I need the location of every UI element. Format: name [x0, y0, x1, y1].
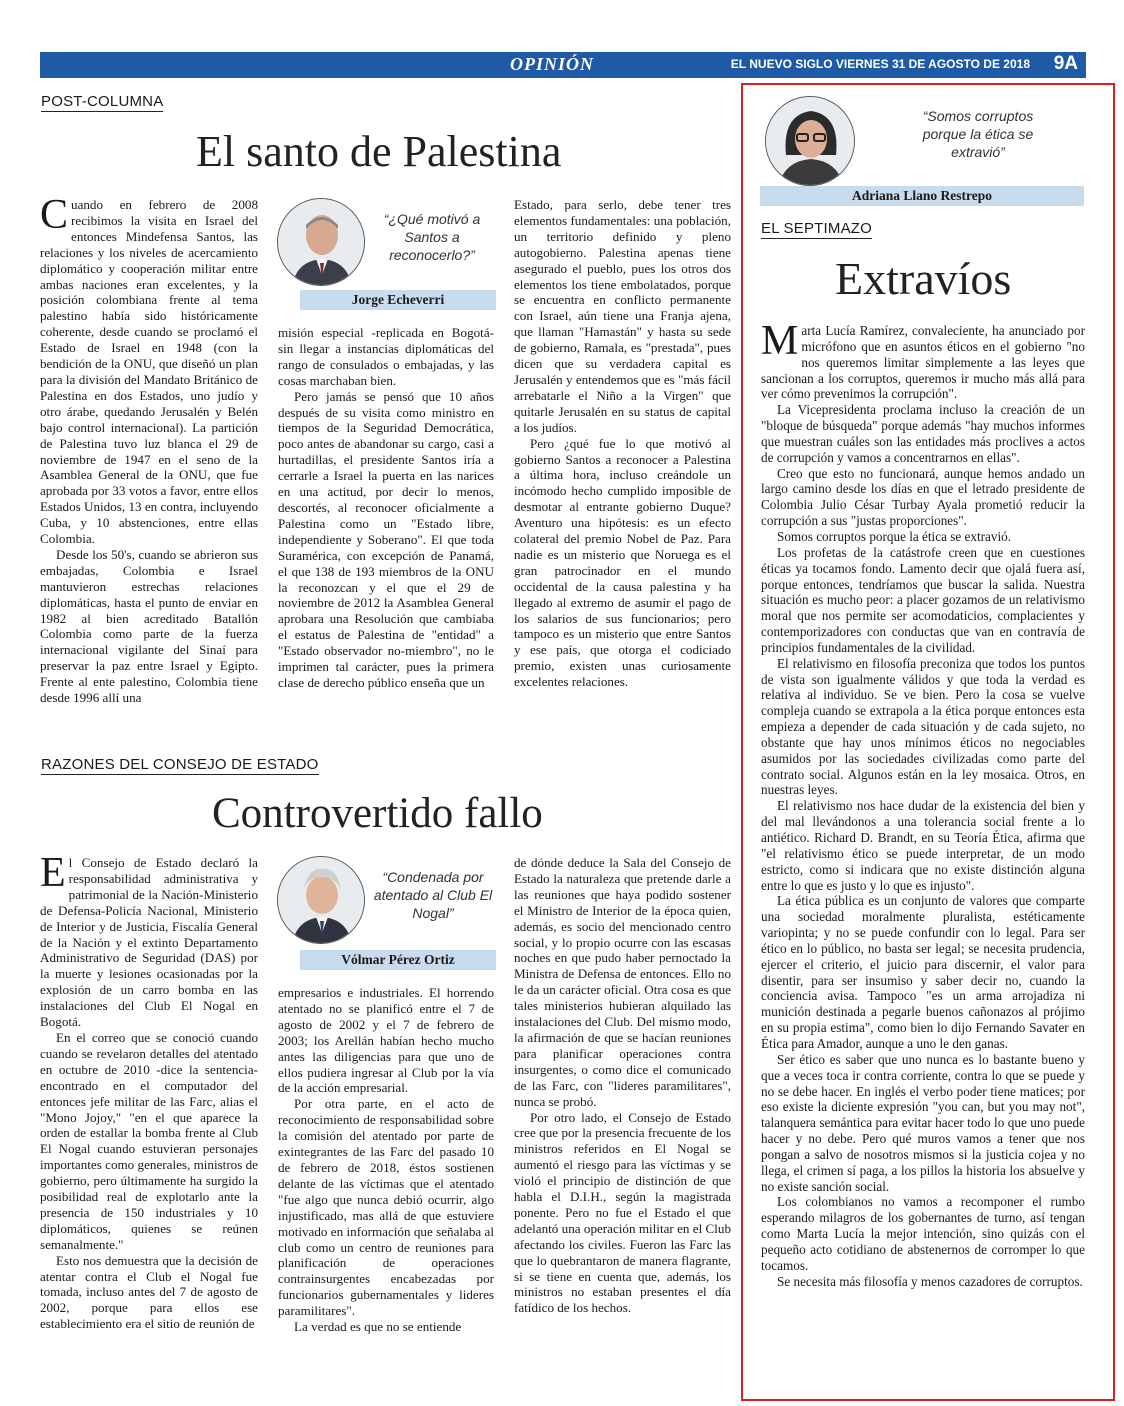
article1-column-2	[278, 325, 494, 727]
author-photo-adriana-llano-restrepo	[765, 96, 855, 186]
article2-dropcap: E	[40, 855, 66, 896]
article3-body	[761, 323, 1085, 1395]
article3-paragraph: Ser ético es saber que uno nunca es lo bastante bueno y que a veces toca ir contra corriente, contra lo que se puede y no se debe hacer. En inglés el verbo poder tiene matices; por eso existe la diciente expresión "you can, but you may not", talanquera semántica para evitar hacer todo lo que uno puede hacer y no debe. Pero qué muros vamos a tener que nos pongan a salvo de nosotros mismos si la justicia cojea y no llega, el crimen sí paga, a los pillos la historia los absuelve y no existe sanción social.	[761, 1051, 1085, 1194]
article1-column-1	[40, 197, 258, 727]
article2-column-2	[278, 985, 494, 1395]
author-photo-volmar-perez-ortiz	[277, 856, 365, 944]
article2-pullquote	[276, 854, 496, 972]
article1-paragraph: Pero ¿qué fue lo que motivó al gobierno Santos a reconocer a Palestina a última hora, incluso creándole un incómodo hecho cumplido imposible de desmotar al entrante gobierno Duque? Aventuro una hipótesis: es un efecto colateral del premio Nobel de Paz. Para nadie es un misterio que Noruega es el gran patrocinador en el mundo occidental de la causa palestina y ha llegado al extremo de asumir el pago de los salarios de sus funcionarios; pero tampoco es un misterio que entre Santos y ese país, que otorga el codiciado premio, existen unas curiosamente excelentes relaciones.	[514, 435, 731, 690]
article2-paragraph: La verdad es que no se entiende	[294, 1319, 462, 1335]
article2-paragraph: En el correo que se conoció cuando cuando se revelaron detalles del atentado en octubre de 2010 -dice la sentencia- encontrado en el computador del entonces jefe militar de las Farc, alias el "Mono Jojoy," "en el que aparece la orden de estallar la bomba frente al Club El Nogal cuando estuvieran personajes importantes como generales, ministros de gobierno, pero últimamente ha surgido la posibilidad real de explotarlo ante la presencia de 150 industriales y 10 diplomáticos, quienes se reúnen semanalmente."	[40, 1029, 258, 1252]
article3-paragraph: El relativismo nos hace dudar de la existencia del bien y del mal llevándonos a una tolerancia social frente a lo antiético. Richard D. Brandt, en su Teoría Ética, afirma que "el relativismo ético se puede interpretar, de un modo estricto, como si indicara que no existe distinción alguna entre lo que es justo y lo que es injusto".	[761, 798, 1085, 893]
article2-column-3	[514, 855, 731, 1395]
article2-paragraph: El Consejo de Estado declaró la responsabilidad administrativa y patrimonial de la Nación-Ministerio de Defensa-Policía Nacional, Ministerio de Interior y de Justicia, Fiscalía General de la Nación y el extinto Departamento Administrativo de Seguridad (DAS) por la muerte y lesiones ocasionadas por la explosión de un carro bomba en las instalaciones del Club El Nogal en Bogotá.	[40, 855, 258, 1030]
article3-paragraph: La Vicepresidenta proclama incluso la creación de un "bloque de búsqueda" porque además "hay muchos informes que muestran cuáles son las entidades más proclives a actos de corrupción y vamos a concentrarnos en ellas".	[761, 402, 1085, 465]
article2-paragraph: Por otra parte, en el acto de reconocimiento de responsabilidad sobre la comisión del atentado por parte de exintegrantes de las Farc del pasado 10 de febrero de 2018, éstos sostienen delante de las víctimas que el atentado "fue algo que nunca debió ocurrir, algo injustificado, mas allá de que estuviere motivado en información que señalaba al club como un centro de reuniones para planificación de operaciones contrainsurgentes encabezadas por funcionarios gubernamentales y lideres paramilitares".	[278, 1096, 494, 1319]
page-header-bar	[40, 52, 1086, 78]
article1-pullquote	[276, 196, 496, 314]
article3-paragraph: Marta Lucía Ramírez, convaleciente, ha anunciado por micrófono que en asuntos éticos en el gobierno "no nos queremos limitar simplemente a las leyes que sancionan a los corruptos, queremos ir mucho más allá para ver cómo prevenimos la corrupción".	[761, 323, 1085, 402]
article1-paragraph: Cuando en febrero de 2008 recibimos la visita en Israel del entonces Mindefensa Santos, las relaciones y los niveles de acercamiento diplomático y cooperación militar entre ambas naciones eran excelentes, y la posición colombiana frente al tema palestino había sido históricamente coherente, desde cuando se proclamó el Estado de Israel en 1948 (con la bendición de la ONU, que diseñó un plan para la división del Mandato Británico de Palestina en dos Estados, uno judío y otro árabe, quedando Jerusalén y Belén bajo control internacional). La partición de Palestina tuvo luz blanca el 29 de noviembre de 1947 en el seno de la Asamblea General de la ONU, que fue aprobada por 33 votos a favor, entre ellos Estados Unidos, 13 en contra, incluyendo Cuba, y 10 abstenciones, entre ellas Colombia.	[40, 197, 258, 547]
article2-column-1	[40, 855, 258, 1395]
article3-paragraph: Los profetas de la catástrofe creen que en cuestiones éticas ya tocamos fondo. Lamento decir que ojalá fuera así, porque entonces, tendríamos que buscar la salida. Nuestra situación es mucho peor: a placer gozamos de un relativismo moral que nos permite ser acomodaticios, complacientes y contemporizadores con conductas que van en contravía de principios fundamentales de la civilidad.	[761, 544, 1085, 655]
article3-quote-text: “Somos corruptos porque la ética se extravió”	[922, 108, 1034, 160]
article2-headline: Controvertido fallo	[212, 790, 543, 837]
article3-headline: Extravíos	[835, 253, 1012, 304]
article2-quote-text: “Condenada por atentado al Club El Nogal”	[373, 869, 493, 921]
section-title: OPINIÓN	[510, 54, 595, 74]
article2-author-name: Vólmar Pérez Ortiz	[300, 950, 496, 970]
article3-paragraph: Se necesita más filosofía y menos cazadores de corruptos.	[777, 1273, 1083, 1289]
article1-kicker: POST-COLUMNA	[41, 93, 164, 110]
article2-paragraph: Por otro lado, el Consejo de Estado cree que por la presencia frecuente de los ministros referidos en El Nogal se aumentó el riesgo para las víctimas y se violó el principio de distinción de que habla el D.I.H., según la magistrada ponente. Pero no fue el Estado el que adelantó una operación militar en el Club afectando los civiles. Fueron las Farc las que lo quebrantaron de manera flagrante, si se tiene en cuenta que, además, los ministros no estaban presentes el día fatídico de los hechos.	[514, 1109, 731, 1316]
article2-paragraph: de dónde deduce la Sala del Consejo de Estado la naturaleza que pretende darle a las reuniones que haya podido sostener el Ministro de Interior de la época quien, además, es socio del mencionado centro social, y lo propio ocurre con las escasas noches en que pudo haber pernoctado la Ministra de Defensa de entonces. Ello no le da un carácter oficial. Otra cosa es que tales ministerios hubieran alquilado las instalaciones del Club. Del mismo modo, la afirmación de que se hacían reuniones para planificar operaciones contra insurgentes, o como dice el comunicado de las Farc, con "lideres paramilitares", nunca se probó.	[514, 855, 731, 1109]
article3-paragraph: El relativismo en filosofía preconiza que todos los puntos de vista son igualmente válidos y que toda la verdad es relativa al individuo. Se ve bien. Pero la cosa se vuelve compleja cuando se extrapola a la ética porque entonces esta empieza a depender de cada situación y de cada sujeto, no obstante que hay unos mínimos éticos no negociables asumidos por las sociedades civilizadas como parte del contrato social. Algunos están en la ley mosaica. Otros, en nuestras leyes.	[761, 655, 1085, 798]
article1-author-name: Jorge Echeverri	[300, 290, 496, 310]
article3-paragraph: La ética pública es un conjunto de valores que comparte una sociedad moralmente pluralista, estéticamente variopinta; y no se puede confundir con lo legal. Para ser ético en lo público, no basta ser legal; se necesita prudencia, ejercer el criterio, el juicio para discernir, el valor para disentir, para ser insumiso y saber decir no, cuando la conciencia avisa. Tampoco "es un arma arrojadiza ni munición destinada a pegarle buenos cañonazos al prójimo en su propia estima", como bien lo dijo Fernando Savater en Ética para Amador, aunque a uno le den ganas.	[761, 893, 1085, 1051]
article1-column-3	[514, 197, 731, 727]
article2-kicker: RAZONES DEL CONSEJO DE ESTADO	[41, 756, 319, 773]
article1-paragraph: Estado, para serlo, debe tener tres elementos fundamentales: una población, un territorio definido y pleno autogobierno. Palestina apenas tiene asegurado el pueblo, pues los otros dos elementos los tiene embolatados, porque se encuentra en conflicto permanente con Israel, aún tiene una Franja ajena, que llaman "Hamastán" y hasta su sede de gobierno, Ramala, es "prestada", pues dicen que su verdadera capital es Jerusalén y entendemos que es "más fácil arrebatarle el Niño a la Virgen" que quitarle Jerusalén en su status de capital a los judíos.	[514, 197, 731, 435]
article2-paragraph: Esto nos demuestra que la decisión de atentar contra el Club el Nogal fue tomada, incluso antes del 7 de agosto de 2002, porque para ellos ese establecimiento era el sitio de reunión de	[40, 1252, 258, 1332]
article1-paragraph: Desde los 50's, cuando se abrieron sus embajadas, Colombia e Israel mantuvieron estrechas relaciones diplomáticas, hasta el punto de enviar en 1982 al bien acreditado Batallón Colombia como parte de la fuerza internacional vigilante del Sinaí para preservar la paz entre Israel y Egipto. Frente al ente palestino, Colombia tiene desde 1996 allí una	[40, 546, 258, 706]
article3-kicker: EL SEPTIMAZO	[761, 220, 873, 237]
author-photo-jorge-echeverri	[277, 198, 365, 286]
article3-pullquote	[760, 94, 1084, 210]
article3-dropcap: M	[761, 323, 799, 364]
article1-paragraph: misión especial -replicada en Bogotá- sin llegar a instancias diplomáticas del rango de consulados o embajadas, y las cosas marchaban bien.	[278, 325, 494, 388]
page-number: 9A	[1053, 53, 1078, 74]
article1-dropcap: C	[40, 197, 69, 238]
article3-author-name: Adriana Llano Restrepo	[760, 186, 1084, 206]
article2-paragraph: empresarios e industriales. El horrendo atentado no se planificó entre el 7 de agosto de 2002 y el 7 de febrero de 2003; los Arellán habían hecho mucho antes las diligencias para que uno de ellos pudiera ingresar al Club por la vía de la acción empresarial.	[278, 985, 494, 1096]
article1-paragraph: Pero jamás se pensó que 10 años después de su visita como ministro en tiempos de la Seguridad Democrática, poco antes de abandonar su cargo, casi a hurtadillas, el presidente Santos iría a cerrarle a Israel la puerta en las narices en una actitud, por decir lo menos, descortés, al reconocer oficialmente a Palestina como un "Estado libre, independiente y Soberano". El que toda Suramérica, con excepción de Panamá, el que 138 de 193 miembros de la ONU la reconozcan y el que el 29 de noviembre de 2012 la Asamblea General aprobara una Resolución que cambiaba el estatus de Palestina de "entidad" a "Estado observador no-miembro", no le imprimen tal carácter, pues la primera clase de derecho público enseña que un	[278, 388, 494, 690]
article3-paragraph: Somos corruptos porque la ética se extravió.	[777, 528, 1012, 544]
article3-paragraph: Creo que esto no funcionará, aunque hemos andado un largo camino desde los días en que el letrado presidente de Colombia Julio César Turbay Ayala prometió reducir la corrupción a sus "justas proporciones".	[761, 465, 1085, 529]
article1-quote-text: “¿Qué motivó a Santos a reconocerlo?”	[383, 211, 481, 263]
article3-paragraph: Los colombianos no vamos a recomponer el rumbo esperando milagros de los gobernantes de turno, así tengan como Marta Lucía la mejor intención, sino quizás con el pequeño acto cotidiano de abstenernos de corromper lo que tocamos.	[761, 1194, 1085, 1273]
article1-headline: El santo de Palestina	[196, 127, 562, 176]
masthead-date: EL NUEVO SIGLO VIERNES 31 DE AGOSTO DE 2018	[730, 57, 1030, 71]
